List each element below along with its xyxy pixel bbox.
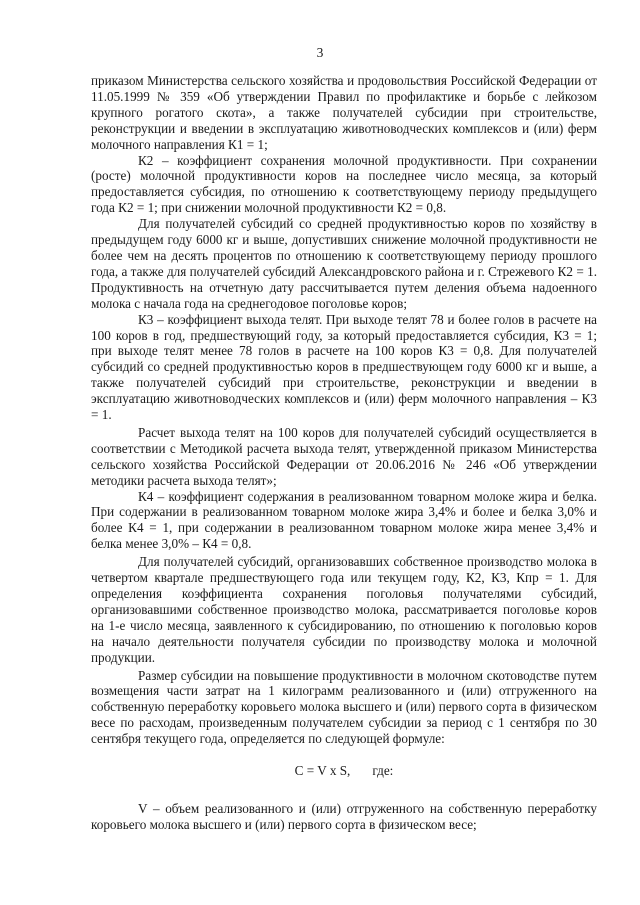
definition-v: V – объем реализованного и (или) отгруженного на собственную переработку коровьего молока высшего и (или) первого сорта в физическом весе; — [91, 800, 597, 832]
paragraph-7: Для получателей субсидий, организовавших собственное производство молока в четвертом квартале предшествующего года или текущем году, К2, К3, Кпр = 1. Для определения коэффициента сохранения поголовья получателями субсидий, организовавшими собственное производство молока, рассматривается поголовье коров на 1-е число месяца, заявленного к субсидированию, по отношению к поголовью коров на начало деятельности получателя субсидии по производству молока и молочной продукции. — [91, 554, 597, 665]
paragraph-2: К2 – коэффициент сохранения молочной продуктивности. При сохранении (росте) молочной продуктивности коров на последнее число месяца, за который предоставляется субсидия, по отношению к соответствующему периоду предыдущего года К2 = 1; при снижении молочной продуктивности К2 = 0,8. — [91, 152, 597, 216]
paragraph-6: К4 – коэффициент содержания в реализованном товарном молоке жира и белка. При содержании в реализованном товарном молоке жира 3,4% и более и белка 3,0% и более К4 = 1, при содержании в реализованном товарном молоке жира менее 3,4% и белка менее 3,0% – К4 = 0,8. — [91, 488, 597, 552]
paragraph-4: К3 – коэффициент выхода телят. При выходе телят 78 и более голов в расчете на 100 коров в год, предшествующий году, за который предоставляется субсидия, К3 = 1; при выходе телят менее 78 голов в расчете на 100 коров К3 = 0,8. Для получателей субсидий со средней продуктивностью коров в предшествующем году 6000 кг и выше, а также получателей субсидий при строительстве, реконструкции и введении в эксплуатацию животноводческих комплексов и (или) ферм молочного направления – К3 = 1. — [91, 311, 597, 423]
document-body — [91, 73, 597, 833]
page-number: 3 — [316, 45, 324, 60]
paragraph-3: Для получателей субсидий со средней продуктивностью коров по хозяйству в предыдущем году 6000 кг и выше, допустивших снижение молочной продуктивности не более чем на десять процентов по отношению к соответствующему периоду прошлого года, а также для получателей субсидий Александровского района и г. Стрежевого К2 = 1. Продуктивность на отчетную дату рассчитывается путем деления объема надоенного молока с начала года на среднегодовое поголовье коров; — [91, 216, 597, 311]
formula-expression: C = V x S, — [294, 763, 351, 779]
formula-where: где: — [372, 763, 394, 779]
paragraph-8: Размер субсидии на повышение продуктивности в молочном скотоводстве путем возмещения части затрат на 1 килограмм реализованного и (или) отгруженного на собственную переработку коровьего молока высшего и (или) первого сорта в физическом весе по расходам, произведенным получателем субсидии за период с 1 сентября по 30 сентября текущего года, определяется по следующей формуле: — [91, 667, 597, 747]
formula — [91, 763, 597, 779]
paragraph-1: приказом Министерства сельского хозяйства и продовольствия Российской Федерации от 11.05.1999 № 359 «Об утверждении Правил по профилактике и борьбе с лейкозом крупного рогатого скота», а также получателей субсидии при строительстве, реконструкции и введении в эксплуатацию животноводческих комплексов и (или) ферм молочного направления К1 = 1; — [91, 73, 597, 152]
paragraph-5: Расчет выхода телят на 100 коров для получателей субсидий осуществляется в соответствии с Методикой расчета выхода телят, утвержденной приказом Министерства сельского хозяйства Российской Федерации от 20.06.2016 № 246 «Об утверждении методики расчета выхода телят»; — [91, 424, 597, 488]
